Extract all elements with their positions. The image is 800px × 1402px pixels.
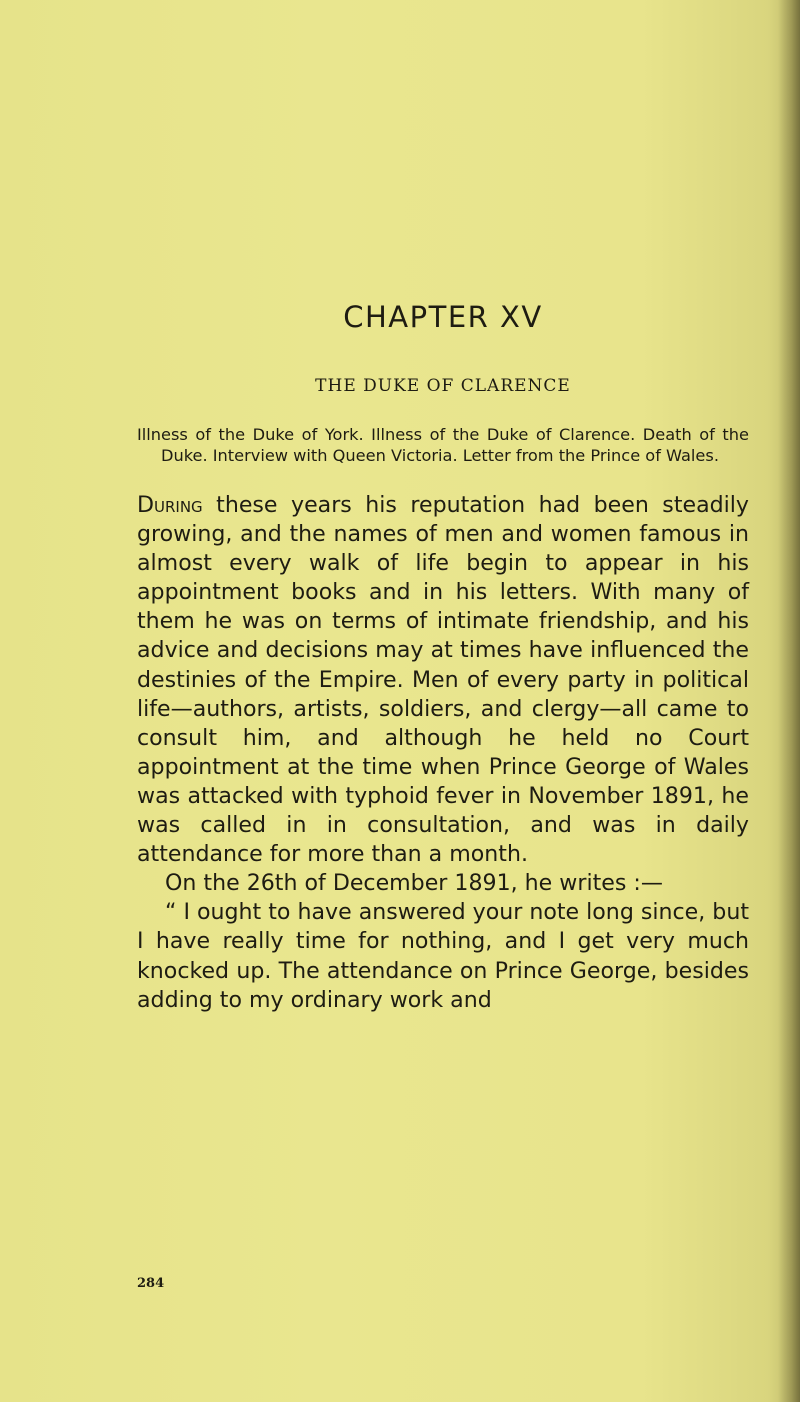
body-paragraph-2: On the 26th of December 1891, he writes :—: [165, 870, 663, 897]
letter-quote: “ I ought to have answered your note long since, but I have really time for nothing, and I get very much knocked up. The attendance on Prince George, besides adding to my ordinary work and: [137, 899, 749, 1013]
page-number: 284: [137, 1276, 165, 1291]
chapter-title: CHAPTER XV: [343, 300, 543, 334]
drop-first-word: During: [137, 492, 203, 518]
chapter-synopsis: Illness of the Duke of York. Illness of the Duke of Clarence. Death of the Duke. Interview with Queen Victoria. Letter from the Prince of Wales.: [137, 425, 749, 465]
page-edge-shadow: [778, 0, 800, 1402]
chapter-subtitle: THE DUKE OF CLARENCE: [315, 376, 571, 396]
book-page: [137, 300, 749, 1015]
paragraph-1-text: these years his reputation had been steadily growing, and the names of men and women famous in almost every walk of life begin to appear in his appointment books and in his letters. With many of them he was on terms of intimate friendship, and his advice and decisions may at times have influenced the destinies of the Empire. Men of every party in political life—authors, artists, soldiers, and clergy—all came to consult him, and although he held no Court appointment at the time when Prince George of Wales was attacked with typhoid fever in November 1891, he was called in in consultation, and was in daily attendance for more than a month.: [137, 492, 749, 868]
body-paragraph-1: [137, 491, 749, 869]
